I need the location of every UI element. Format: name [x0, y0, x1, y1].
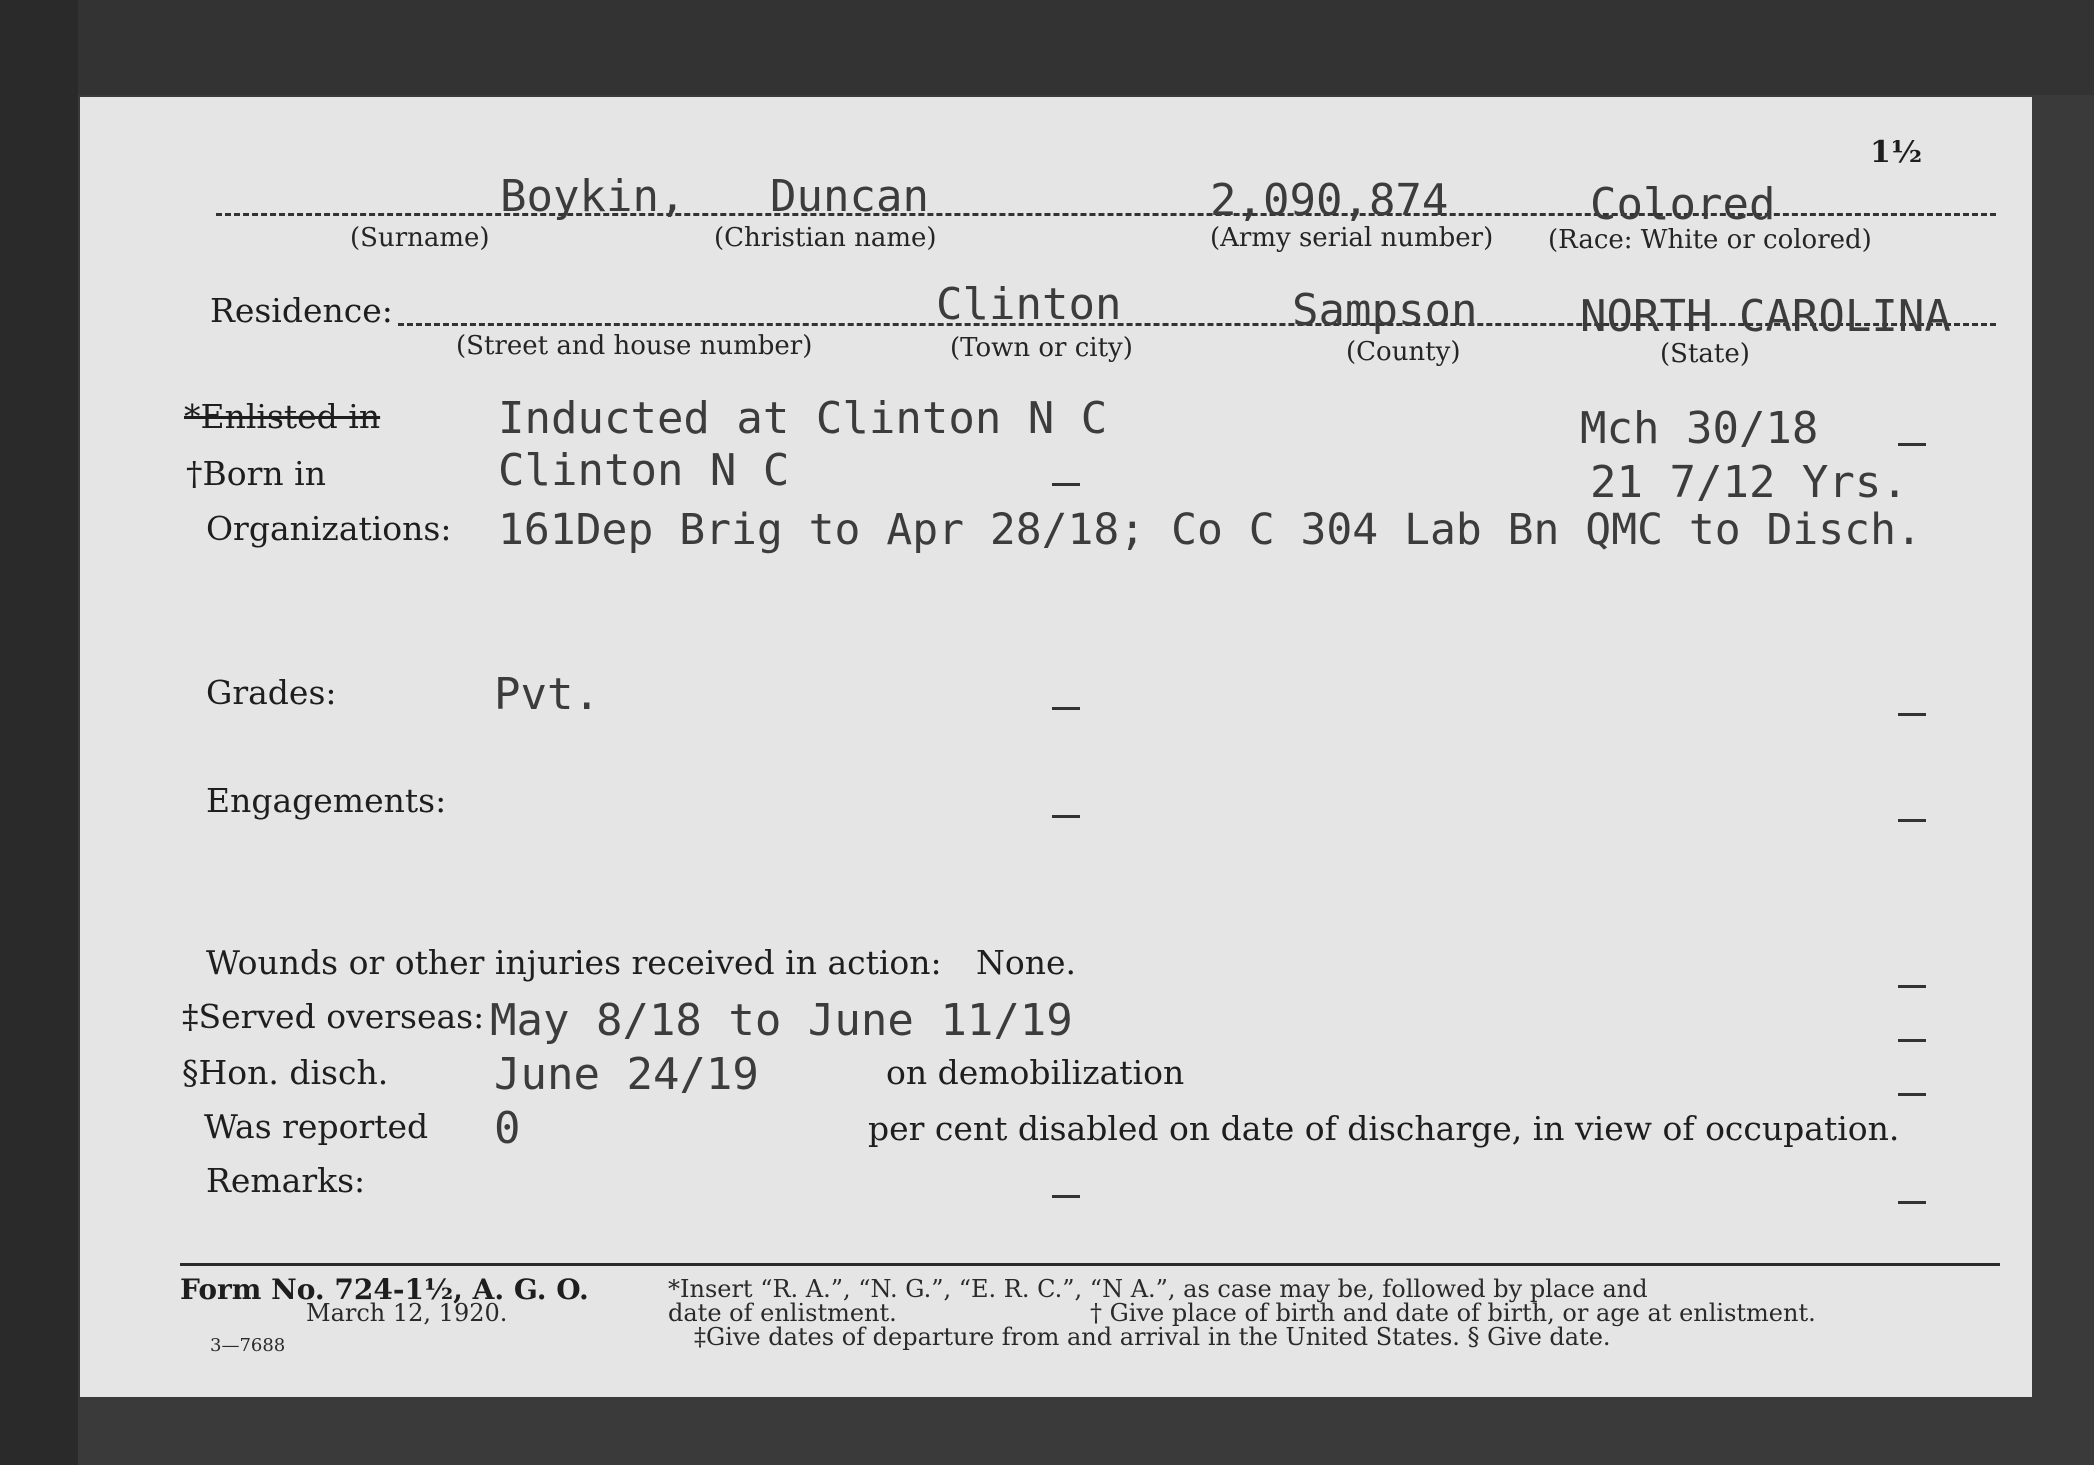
remarks-dash-right — [1898, 1201, 1926, 1204]
christian-name-value: Duncan — [770, 171, 929, 222]
footnote-line-2b: † Give place of birth and date of birth, or age at enlistment. — [1090, 1299, 1816, 1327]
footnote-line-2a: date of enlistment. — [668, 1299, 897, 1327]
footnote-line-1: *Insert “R. A.”, “N. G.”, “E. R. C.”, “N A.”, as case may be, followed by place and — [668, 1275, 1648, 1303]
hon-disch-note: on demobilization — [886, 1053, 1185, 1092]
background-top — [0, 0, 2094, 95]
engagements-label: Engagements: — [206, 781, 447, 820]
served-overseas-label: ‡Served overseas: — [182, 997, 485, 1036]
remarks-label: Remarks: — [206, 1161, 366, 1200]
served-overseas-value: May 8/18 to June 11/19 — [490, 995, 1073, 1046]
christian-name-label: (Christian name) — [714, 223, 937, 253]
was-reported-note: per cent disabled on date of discharge, in view of occupation. — [868, 1109, 1900, 1148]
hon-disch-label: §Hon. disch. — [182, 1053, 389, 1092]
footnote-line-3: ‡Give dates of departure from and arrival in the United States. § Give date. — [694, 1323, 1611, 1351]
form-code: 3—7688 — [210, 1335, 286, 1356]
state-value: NORTH CAROLINA — [1580, 291, 1951, 342]
wounds-label: Wounds or other injuries received in action: — [206, 943, 942, 982]
serial-number-label: (Army serial number) — [1210, 223, 1494, 253]
overseas-dash — [1898, 1039, 1926, 1042]
remarks-dash-mid — [1052, 1195, 1080, 1198]
form-date: March 12, 1920. — [306, 1299, 508, 1327]
engagements-dash-mid — [1052, 815, 1080, 818]
grades-dash-mid — [1052, 707, 1080, 710]
background-left — [0, 0, 78, 1465]
town-value: Clinton — [936, 279, 1122, 330]
organizations-label: Organizations: — [206, 509, 452, 548]
street-label: (Street and house number) — [456, 331, 813, 361]
hon-disch-value: June 24/19 — [494, 1049, 759, 1100]
enlisted-value: Inducted at Clinton N C — [498, 393, 1108, 444]
born-age: 21 7/12 Yrs. — [1590, 457, 1908, 508]
residence-label: Residence: — [210, 291, 393, 330]
organizations-value: 161Dep Brig to Apr 28/18; Co C 304 Lab Bn QMC to Disch. — [498, 505, 1922, 555]
enlisted-date: Mch 30/18 — [1580, 403, 1819, 454]
was-reported-label: Was reported — [204, 1107, 429, 1146]
engagements-dash-right — [1898, 819, 1926, 822]
footer-rule — [180, 1263, 2000, 1266]
race-label: (Race: White or colored) — [1548, 225, 1872, 255]
hon-disch-dash — [1898, 1093, 1926, 1096]
enlisted-dash — [1898, 443, 1926, 446]
county-value: Sampson — [1292, 285, 1478, 336]
born-dash — [1052, 483, 1080, 486]
race-value: Colored — [1590, 179, 1776, 230]
enlisted-label: *Enlisted in — [184, 397, 381, 436]
surname-label: (Surname) — [350, 223, 490, 253]
county-label: (County) — [1346, 337, 1461, 367]
grades-value: Pvt. — [494, 669, 600, 720]
town-label: (Town or city) — [950, 333, 1133, 363]
was-reported-value: 0 — [494, 1103, 521, 1154]
grades-label: Grades: — [206, 673, 337, 712]
surname-value: Boykin, — [500, 171, 686, 222]
wounds-dash — [1898, 985, 1926, 988]
form-number: Form No. 724-1½, A. G. O. — [180, 1273, 589, 1306]
grades-dash-right — [1898, 713, 1926, 716]
born-label: †Born in — [186, 454, 326, 493]
wounds-value: None. — [976, 943, 1077, 982]
serial-number-value: 2,090,874 — [1210, 175, 1449, 226]
service-record-card — [80, 97, 2032, 1397]
state-label: (State) — [1660, 339, 1750, 369]
born-value: Clinton N C — [498, 445, 790, 496]
card-number: 1½ — [1870, 135, 1923, 170]
